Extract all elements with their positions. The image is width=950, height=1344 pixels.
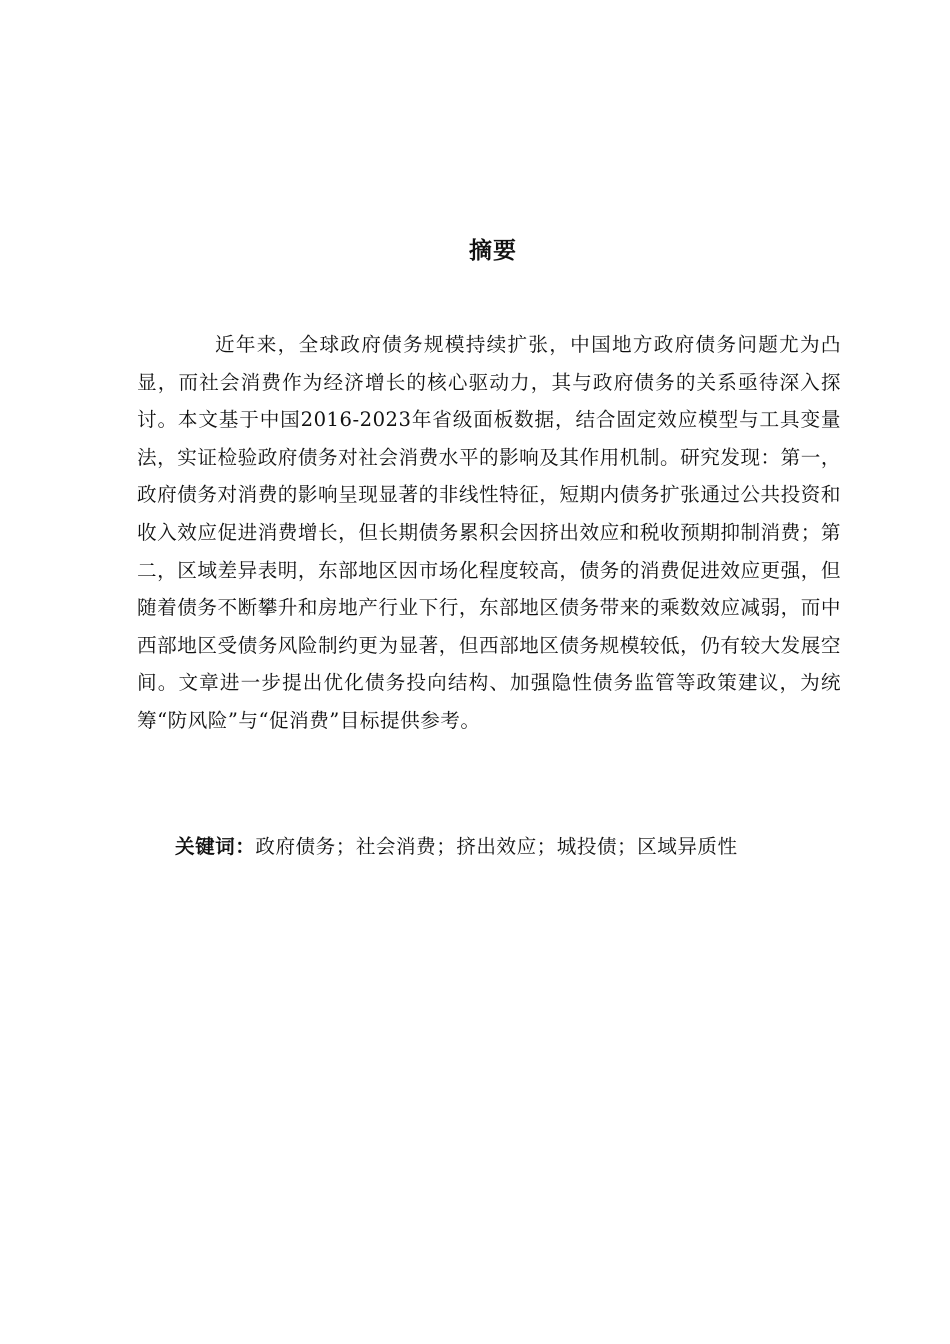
abstract-body: 近年来，全球政府债务规模持续扩张，中国地方政府债务问题尤为凸显，而社会消费作为经济增长的核心驱动力，其与政府债务的关系亟待深入探讨。本文基于中国2016-2023年省级面板数据，结合固定效应模型与工具变量法，实证检验政府债务对社会消费水平的影响及其作用机制。研究发现：第一，政府债务对消费的影响呈现显著的非线性特征，短期内债务扩张通过公共投资和收入效应促进消费增长，但长期债务累积会因挤出效应和税收预期抑制消费；第二，区域差异表明，东部地区因市场化程度较高，债务的消费促进效应更强，但随着债务不断攀升和房地产行业下行，东部地区债务带来的乘数效应减弱，而中西部地区受债务风险制约更为显著，但西部地区债务规模较低，仍有较大发展空间。文章进一步提出优化债务投向结构、加强隐性债务监管等政策建议，为统筹“防风险”与“促消费”目标提供参考。 (137, 333, 841, 732)
abstract-title: 摘要 (469, 238, 517, 264)
keywords-items: 政府债务；社会消费；挤出效应；城投债；区域异质性 (255, 835, 738, 858)
keywords-label: 关键词： (175, 835, 256, 858)
keywords-line (175, 830, 875, 864)
